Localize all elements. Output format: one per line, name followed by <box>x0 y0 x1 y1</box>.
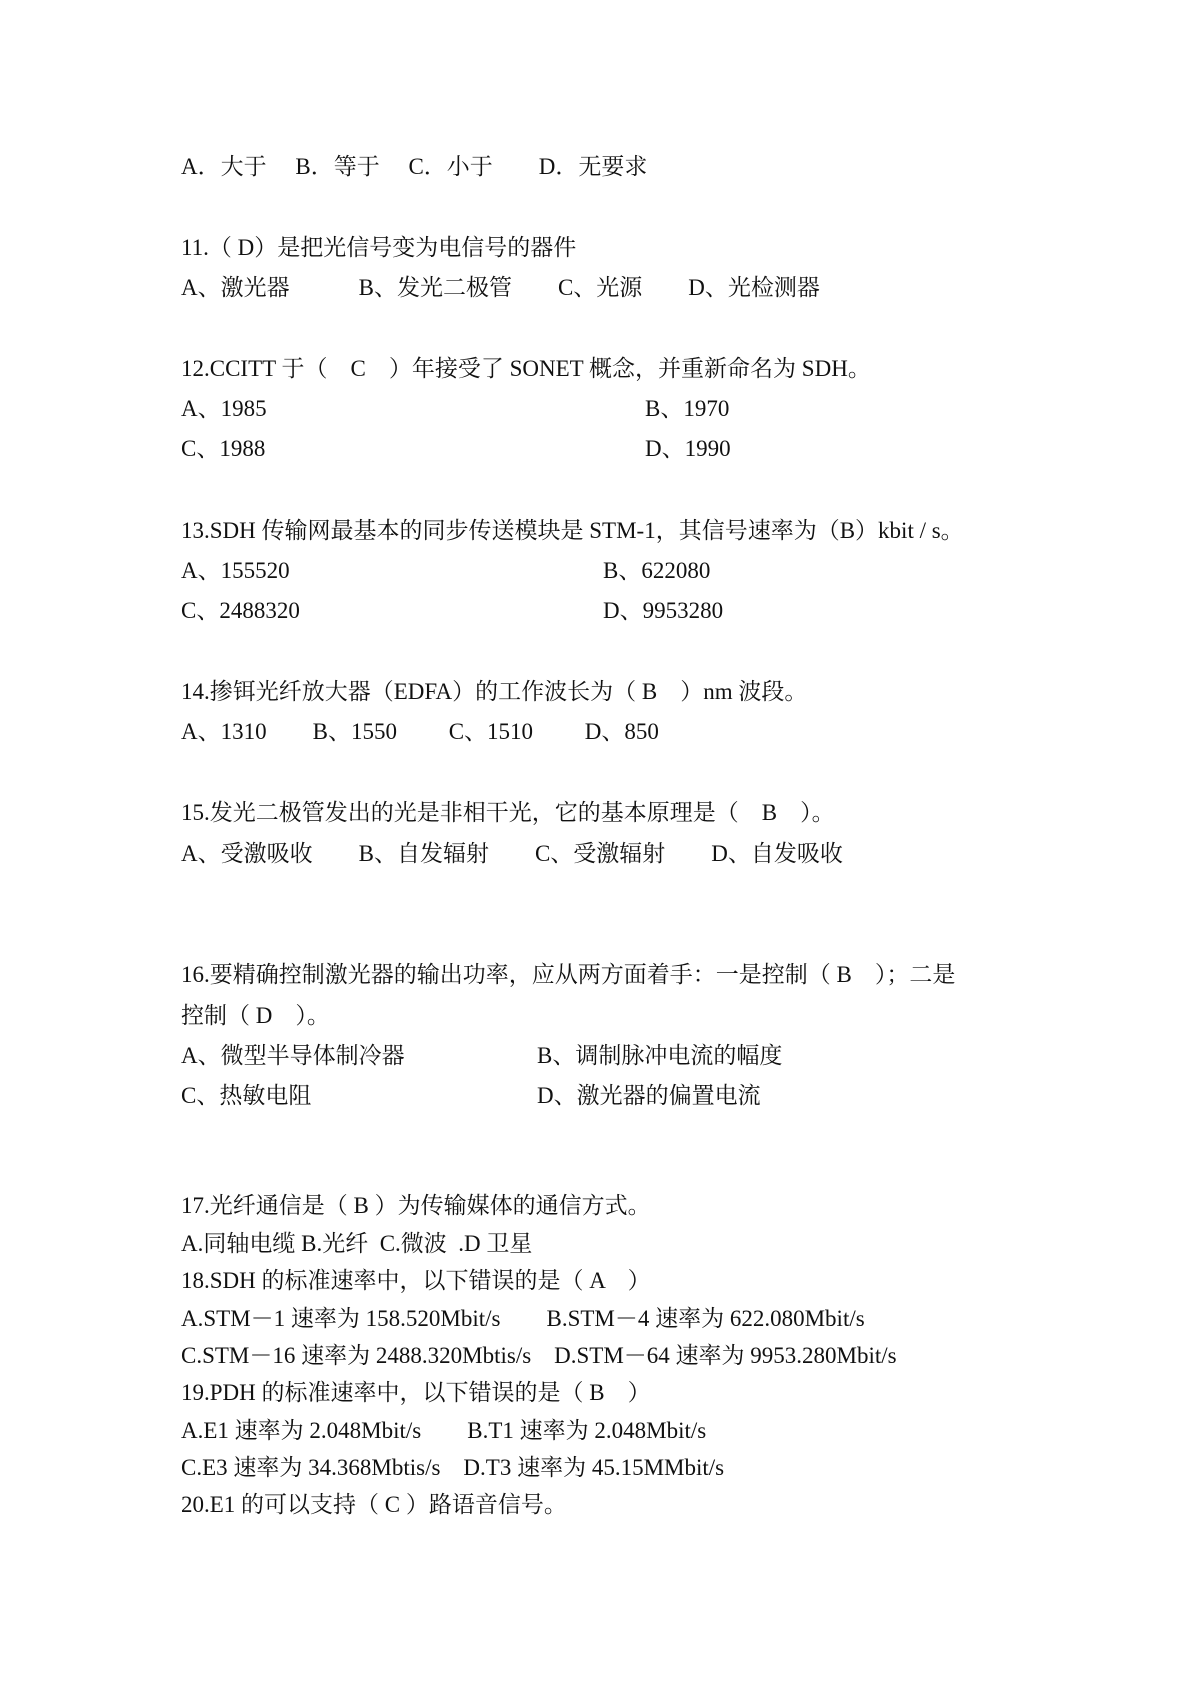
q14-stem: 14.掺铒光纤放大器（EDFA）的工作波长为（ B ）nm 波段。 <box>181 679 808 704</box>
q18-options-line1: A.STM－1 速率为 158.520Mbit/s B.STM－4 速率为 622.080Mbit/s <box>181 1306 865 1331</box>
q16-option-d: D、激光器的偏置电流 <box>537 1083 761 1108</box>
q11-stem: 11.（ D）是把光信号变为电信号的器件 <box>181 235 577 260</box>
q12-option-c: C、1988 <box>181 436 266 461</box>
q16-stem-line1: 16.要精确控制激光器的输出功率，应从两方面着手：一是控制（ B ）；二是 <box>181 962 956 987</box>
q13-option-d: D、9953280 <box>603 598 724 623</box>
q11-options: A、激光器 B、发光二极管 C、光源 D、光检测器 <box>181 275 820 300</box>
q12-stem: 12.CCITT 于（ C ）年接受了 SONET 概念，并重新命名为 SDH。 <box>181 356 871 381</box>
q18-stem: 18.SDH 的标准速率中，以下错误的是（ A ） <box>181 1268 651 1293</box>
q15-options: A、受激吸收 B、自发辐射 C、受激辐射 D、自发吸收 <box>181 841 843 866</box>
q12-option-a: A、1985 <box>181 396 267 421</box>
q18-options-line2: C.STM－16 速率为 2488.320Mbtis/s D.STM－64 速率为 9953.280Mbit/s <box>181 1343 897 1368</box>
q10-options: A．大于 B．等于 C．小于 D．无要求 <box>181 154 648 179</box>
q19-options-line2: C.E3 速率为 34.368Mbtis/s D.T3 速率为 45.15MMbit/s <box>181 1455 725 1480</box>
q19-stem: 19.PDH 的标准速率中，以下错误的是（ B ） <box>181 1380 651 1405</box>
q16-option-c: C、热敏电阻 <box>181 1083 312 1108</box>
q13-stem: 13.SDH 传输网最基本的同步传送模块是 STM-1，其信号速率为（B）kbit / s。 <box>181 518 964 543</box>
q13-option-b: B、622080 <box>603 558 711 583</box>
q20-stem: 20.E1 的可以支持（ C ）路语音信号。 <box>181 1492 567 1517</box>
q16-stem-line2: 控制（ D ）。 <box>181 1003 330 1028</box>
q15-stem: 15.发光二极管发出的光是非相干光，它的基本原理是（ B ）。 <box>181 800 835 825</box>
q19-options-line1: A.E1 速率为 2.048Mbit/s B.T1 速率为 2.048Mbit/s <box>181 1418 707 1443</box>
q13-option-c: C、2488320 <box>181 598 300 623</box>
q12-option-d: D、1990 <box>645 436 731 461</box>
q17-stem: 17.光纤通信是（ B ）为传输媒体的通信方式。 <box>181 1193 651 1218</box>
q17-options: A.同轴电缆 B.光纤 C.微波 .D 卫星 <box>181 1231 533 1256</box>
q16-option-b: B、调制脉冲电流的幅度 <box>537 1043 783 1068</box>
q14-options: A、1310 B、1550 C、1510 D、850 <box>181 719 659 744</box>
q16-option-a: A、微型半导体制冷器 <box>181 1043 405 1068</box>
q13-option-a: A、155520 <box>181 558 290 583</box>
q12-option-b: B、1970 <box>645 396 730 421</box>
